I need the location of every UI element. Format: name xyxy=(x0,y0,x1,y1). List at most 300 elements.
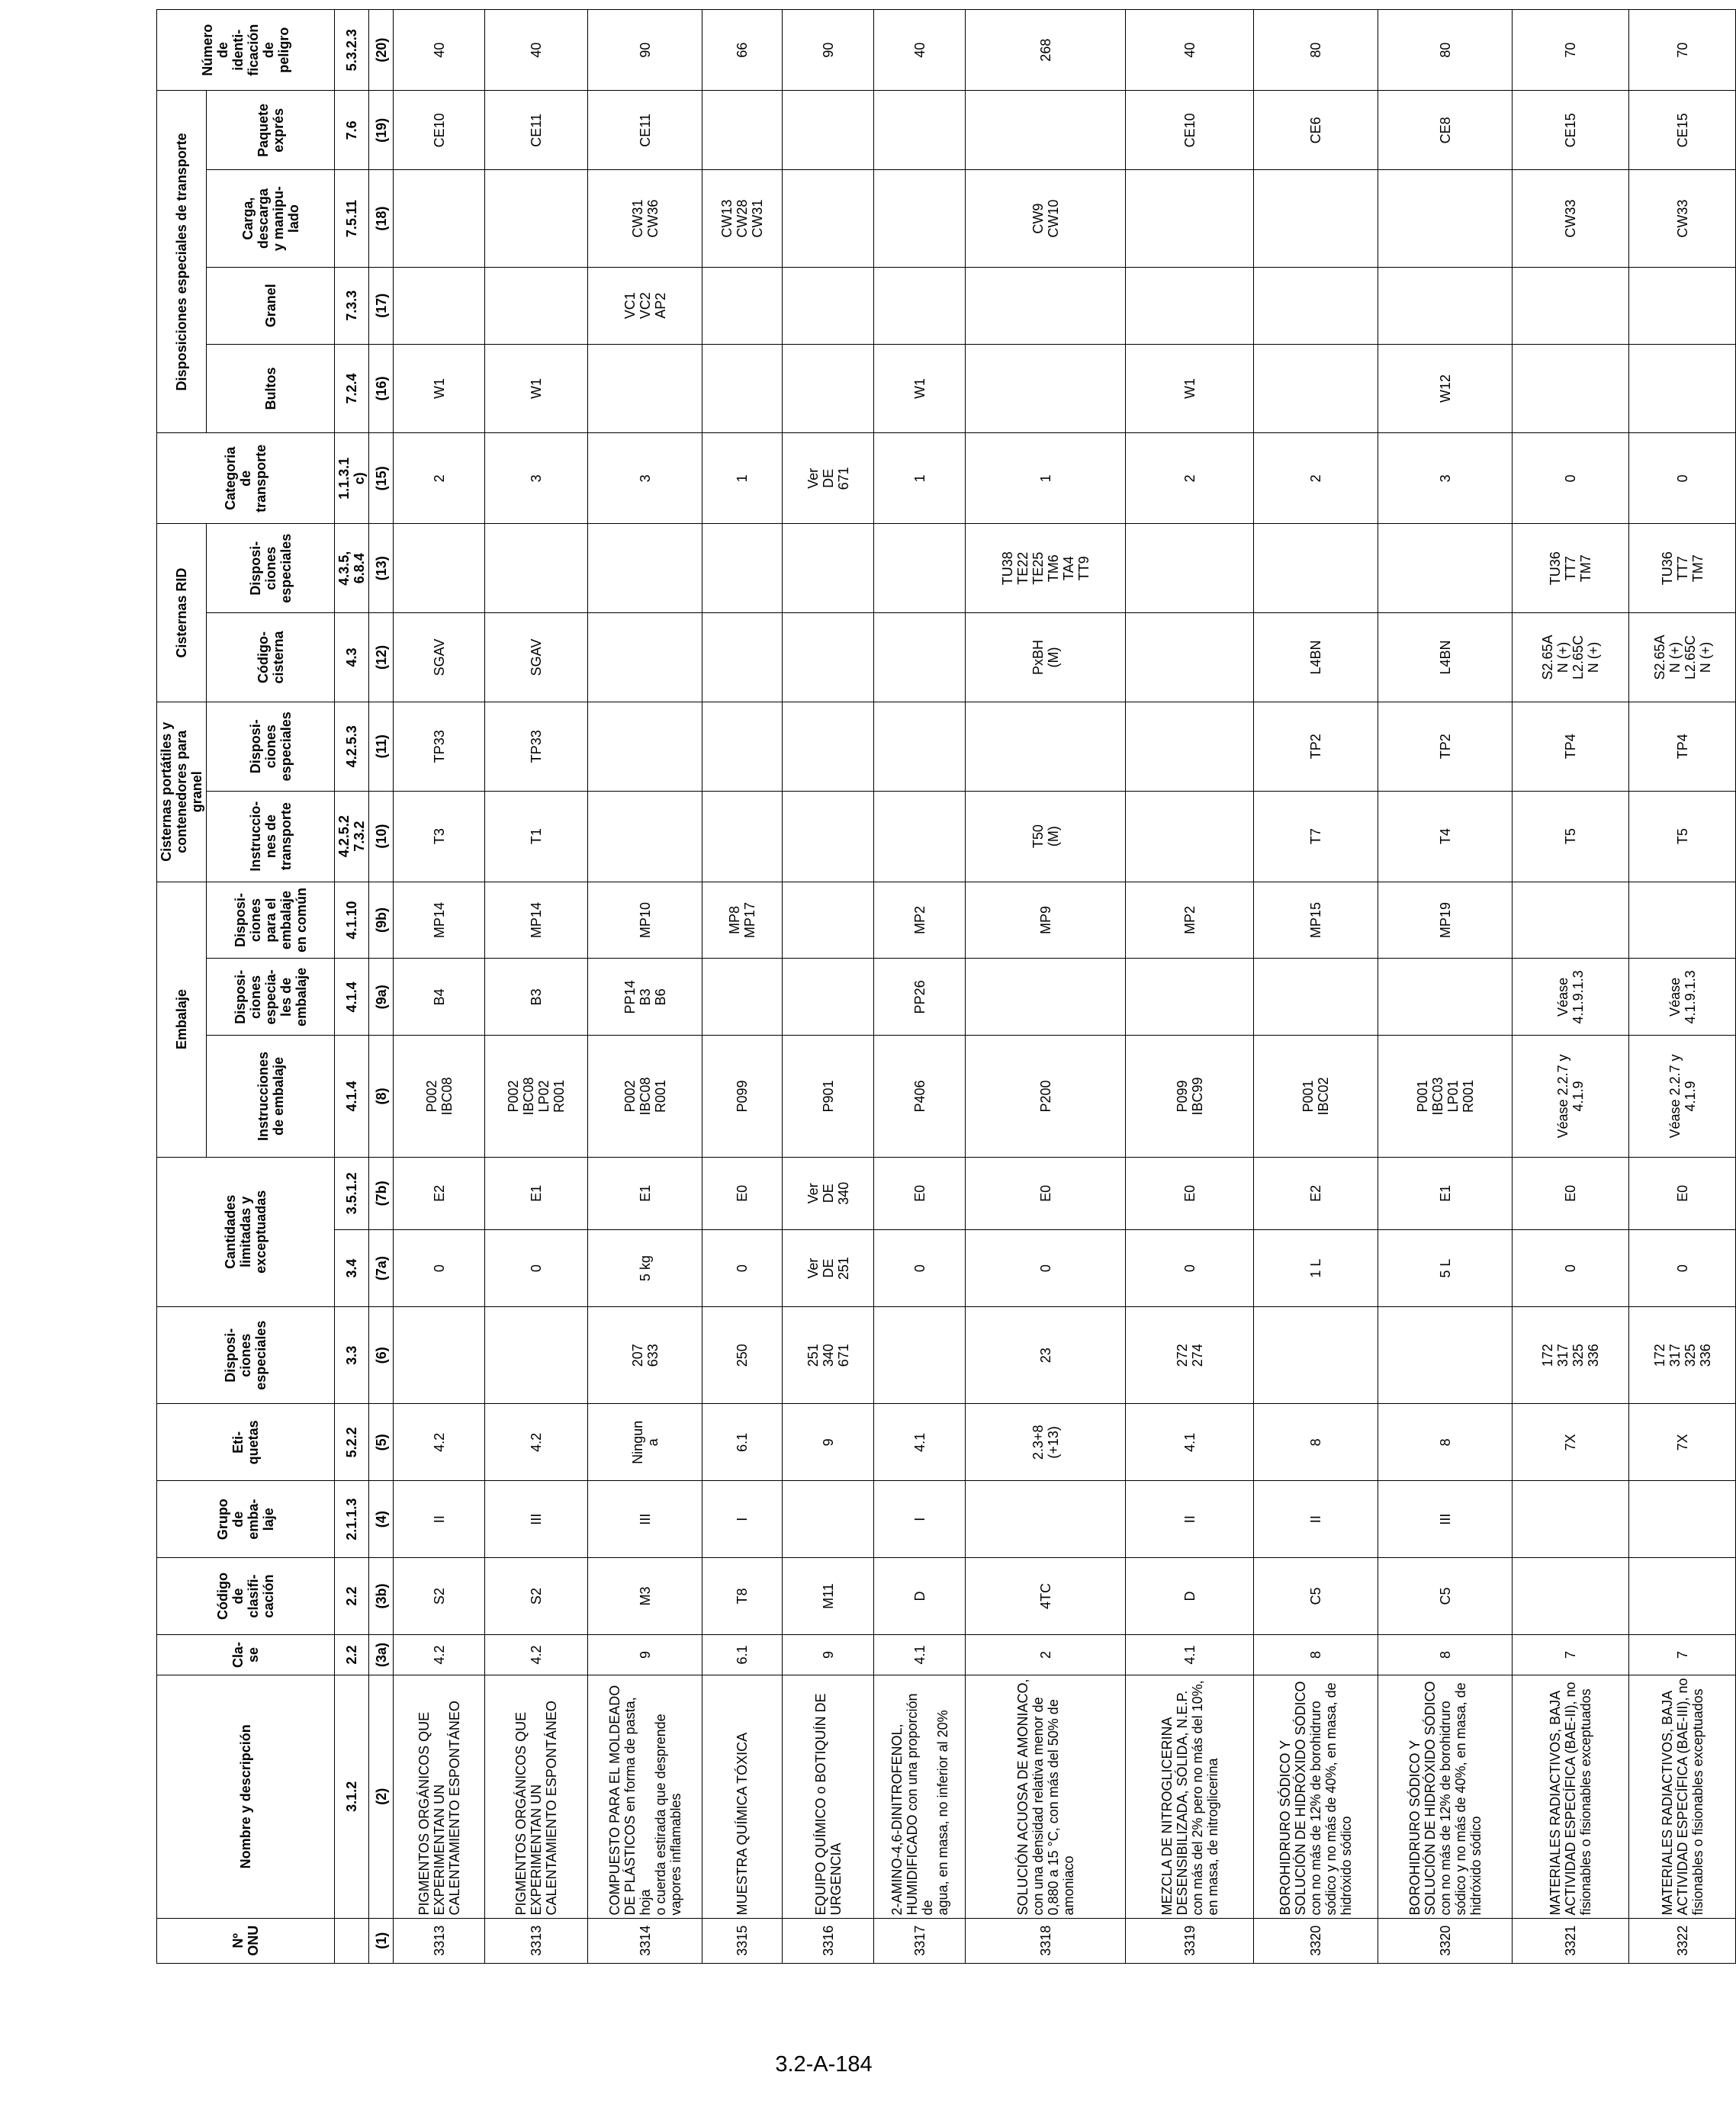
ref-cell: 4.2.5.2 7.3.2 xyxy=(335,791,369,882)
table-cell xyxy=(966,702,1126,791)
table-cell: E0 xyxy=(702,1157,783,1230)
table-cell: D xyxy=(1126,1558,1254,1635)
table-cell xyxy=(874,524,966,613)
table-cell xyxy=(1126,170,1254,267)
header-un-number: Nº ONU xyxy=(157,1918,335,1963)
table-cell xyxy=(874,613,966,702)
column-number-cell: (4) xyxy=(369,1481,394,1558)
table-cell: 172 317 325 336 xyxy=(1513,1307,1629,1404)
column-number-cell: (7b) xyxy=(369,1157,394,1230)
table-cell: Ver DE 340 xyxy=(783,1157,874,1230)
table-cell: 6.1 xyxy=(702,1634,783,1675)
table-cell: PP26 xyxy=(874,959,966,1036)
table-cell: T4 xyxy=(1378,791,1513,882)
table-cell: CW33 xyxy=(1513,170,1629,267)
column-number-cell: (11) xyxy=(369,702,394,791)
column-number-cell: (13) xyxy=(369,524,394,613)
table-cell xyxy=(783,613,874,702)
table-cell: 5 L xyxy=(1378,1230,1513,1307)
header-tank-code: Código- cisterna xyxy=(207,613,335,702)
table-cell: II xyxy=(1126,1481,1254,1558)
table-cell xyxy=(874,91,966,170)
header-classification-code: Código de clasifi- cación xyxy=(157,1558,335,1635)
header-special-provisions: Disposi- ciones especiales xyxy=(157,1307,335,1404)
header-labels: Eti- quetas xyxy=(157,1404,335,1481)
table-cell: T50 (M) xyxy=(966,791,1126,882)
table-cell: 9 xyxy=(783,1404,874,1481)
table-cell: 1 xyxy=(966,433,1126,524)
table-cell xyxy=(485,1307,588,1404)
table-cell: B4 xyxy=(394,959,485,1036)
header-class: Cla- se xyxy=(157,1634,335,1675)
table-cell: 7X xyxy=(1629,1404,1736,1481)
table-cell: 4.1 xyxy=(874,1634,966,1675)
table-cell xyxy=(1378,959,1513,1036)
table-cell xyxy=(783,791,874,882)
table-cell: 3 xyxy=(588,433,702,524)
table-cell: Véase 4.1.9.1.3 xyxy=(1629,959,1736,1036)
table-cell: I xyxy=(702,1481,783,1558)
table-cell: I xyxy=(874,1481,966,1558)
table-cell: D xyxy=(874,1558,966,1635)
un-number-cell: 3318 xyxy=(966,1918,1126,1963)
table-cell: III xyxy=(588,1481,702,1558)
table-row xyxy=(394,10,485,1964)
table-cell: W1 xyxy=(1126,344,1254,433)
ref-cell: 5.2.2 xyxy=(335,1404,369,1481)
table-cell: CE15 xyxy=(1629,91,1736,170)
table-cell xyxy=(783,1481,874,1558)
table-cell xyxy=(702,267,783,344)
table-cell: 5 kg xyxy=(588,1230,702,1307)
table-cell: P200 xyxy=(966,1036,1126,1157)
table-cell: CE11 xyxy=(588,91,702,170)
ref-cell: 3.3 xyxy=(335,1307,369,1404)
ref-cell: 2.2 xyxy=(335,1558,369,1635)
table-cell: 80 xyxy=(1378,10,1513,91)
table-cell: MP2 xyxy=(1126,882,1254,959)
table-cell: E0 xyxy=(966,1157,1126,1230)
table-cell: 4.2 xyxy=(485,1634,588,1675)
table-cell xyxy=(1378,170,1513,267)
header-packing-group: Grupo de emba- laje xyxy=(157,1481,335,1558)
table-cell: E0 xyxy=(1629,1157,1736,1230)
table-cell: E2 xyxy=(394,1157,485,1230)
table-cell: MP19 xyxy=(1378,882,1513,959)
header-rid-special-provisions: Disposi- ciones especiales xyxy=(207,524,335,613)
table-cell: 0 xyxy=(394,1230,485,1307)
name-cell: PIGMENTOS ORGÁNICOS QUE EXPERIMENTAN UN CALENTAMIENTO ESPONTÁNEO xyxy=(485,1675,588,1919)
table-cell: E1 xyxy=(485,1157,588,1230)
table-cell xyxy=(874,791,966,882)
table-cell: 0 xyxy=(1629,1230,1736,1307)
column-number-cell: (8) xyxy=(369,1036,394,1157)
table-cell xyxy=(783,702,874,791)
ref-cell: 4.1.4 xyxy=(335,1036,369,1157)
table-cell: E1 xyxy=(588,1157,702,1230)
table-cell: P002 IBC08 xyxy=(394,1036,485,1157)
name-cell: MATERIALES RADIACTIVOS, BAJA ACTIVIDAD ESPECÍFICA (BAE-II), no fisionables o fisionables exceptuados xyxy=(1513,1675,1629,1919)
name-cell: PIGMENTOS ORGÁNICOS QUE EXPERIMENTAN UN CALENTAMIENTO ESPONTÁNEO xyxy=(394,1675,485,1919)
table-cell: T3 xyxy=(394,791,485,882)
table-row xyxy=(1254,10,1378,1964)
table-cell: 4.1 xyxy=(874,1404,966,1481)
header-special-packing-provisions: Disposi- ciones especia- les de embalaje xyxy=(207,959,335,1036)
column-number-cell: (6) xyxy=(369,1307,394,1404)
un-number-cell: 3316 xyxy=(783,1918,874,1963)
table-cell: III xyxy=(485,1481,588,1558)
table-cell: B3 xyxy=(485,959,588,1036)
table-cell: 0 xyxy=(966,1230,1126,1307)
header-packing-instructions: Instrucciones de embalaje xyxy=(207,1036,335,1157)
table-cell xyxy=(1629,1481,1736,1558)
table-cell: MP14 xyxy=(394,882,485,959)
table-cell: 1 L xyxy=(1254,1230,1378,1307)
table-cell: CE10 xyxy=(1126,91,1254,170)
column-number-cell: (15) xyxy=(369,433,394,524)
table-cell: CE11 xyxy=(485,91,588,170)
table-cell: 8 xyxy=(1378,1404,1513,1481)
table-cell xyxy=(1513,267,1629,344)
table-cell xyxy=(588,613,702,702)
un-number-cell: 3322 xyxy=(1629,1918,1736,1963)
table-cell xyxy=(1629,1558,1736,1635)
un-number-cell: 3321 xyxy=(1513,1918,1629,1963)
table-cell xyxy=(874,1307,966,1404)
table-cell: 2 xyxy=(966,1634,1126,1675)
table-row xyxy=(1513,10,1629,1964)
table-cell xyxy=(394,267,485,344)
table-cell: Ningun a xyxy=(588,1404,702,1481)
column-number-cell: (5) xyxy=(369,1404,394,1481)
table-cell: 272 274 xyxy=(1126,1307,1254,1404)
dangerous-goods-table-rotated xyxy=(156,9,1713,1964)
table-cell: W1 xyxy=(874,344,966,433)
table-cell: 40 xyxy=(874,10,966,91)
ref-cell: 3.4 xyxy=(335,1230,369,1307)
table-cell: E0 xyxy=(1126,1157,1254,1230)
table-cell xyxy=(588,791,702,882)
table-cell: M11 xyxy=(783,1558,874,1635)
table-cell: 66 xyxy=(702,10,783,91)
ref-cell: 5.3.2.3 xyxy=(335,10,369,91)
un-number-cell: 3320 xyxy=(1378,1918,1513,1963)
table-cell: 8 xyxy=(1378,1634,1513,1675)
table-cell: MP9 xyxy=(966,882,1126,959)
table-cell: CE8 xyxy=(1378,91,1513,170)
table-cell: 40 xyxy=(394,10,485,91)
table-cell xyxy=(783,170,874,267)
table-cell: W12 xyxy=(1378,344,1513,433)
table-cell: 172 317 325 336 xyxy=(1629,1307,1736,1404)
table-cell xyxy=(1254,1307,1378,1404)
table-cell: W1 xyxy=(485,344,588,433)
table-cell xyxy=(1378,524,1513,613)
table-cell: TU36 TT7 TM7 xyxy=(1629,524,1736,613)
ref-cell: 7.5.11 xyxy=(335,170,369,267)
table-cell xyxy=(1629,344,1736,433)
table-cell xyxy=(702,702,783,791)
table-cell: P099 IBC99 xyxy=(1126,1036,1254,1157)
dangerous-goods-table xyxy=(156,9,1736,1964)
table-cell: SGAV xyxy=(394,613,485,702)
table-cell xyxy=(702,524,783,613)
ref-cell: 4.1.4 xyxy=(335,959,369,1036)
table-cell xyxy=(1513,882,1629,959)
table-cell: 9 xyxy=(783,1634,874,1675)
table-cell xyxy=(1513,344,1629,433)
table-cell xyxy=(702,959,783,1036)
table-cell: 0 xyxy=(1126,1230,1254,1307)
table-cell xyxy=(1126,524,1254,613)
table-cell xyxy=(702,344,783,433)
header-portable-tanks: Cisternas portátiles y contenedores para granel xyxy=(157,702,207,882)
table-cell: 9 xyxy=(588,1634,702,1675)
name-cell: EQUIPO QUÍMICO o BOTIQUÍN DE URGENCIA xyxy=(783,1675,874,1919)
table-cell xyxy=(1378,267,1513,344)
ref-cell: 2.2 xyxy=(335,1634,369,1675)
table-cell: P406 xyxy=(874,1036,966,1157)
table-cell xyxy=(874,170,966,267)
table-cell: TP4 xyxy=(1629,702,1736,791)
table-cell xyxy=(783,959,874,1036)
table-cell xyxy=(1254,524,1378,613)
table-cell: Véase 2.2.7 y 4.1.9 xyxy=(1513,1036,1629,1157)
header-packaging: Embalaje xyxy=(157,882,207,1157)
table-cell xyxy=(485,524,588,613)
table-cell: S2.65A N (+) L2.65C N (+) xyxy=(1513,613,1629,702)
table-row xyxy=(1126,10,1254,1964)
un-number-cell: 3319 xyxy=(1126,1918,1254,1963)
column-number-cell: (3a) xyxy=(369,1634,394,1675)
column-number-cell: (18) xyxy=(369,170,394,267)
table-cell: 0 xyxy=(702,1230,783,1307)
header-bulk: Granel xyxy=(207,267,335,344)
table-cell: TP33 xyxy=(394,702,485,791)
table-cell: 0 xyxy=(485,1230,588,1307)
table-cell: VC1 VC2 AP2 xyxy=(588,267,702,344)
table-cell xyxy=(1254,170,1378,267)
table-cell xyxy=(702,613,783,702)
column-number-cell: (12) xyxy=(369,613,394,702)
table-row xyxy=(588,10,702,1964)
table-cell xyxy=(485,267,588,344)
table-cell: CE6 xyxy=(1254,91,1378,170)
column-number-cell: (7a) xyxy=(369,1230,394,1307)
table-cell: 4.2 xyxy=(394,1634,485,1675)
table-cell: SGAV xyxy=(485,613,588,702)
table-cell xyxy=(1513,1481,1629,1558)
header-mixed-packing-provisions: Disposi- ciones para el embalaje en común xyxy=(207,882,335,959)
column-number-cell: (20) xyxy=(369,10,394,91)
ref-cell: 4.1.10 xyxy=(335,882,369,959)
table-cell: 7X xyxy=(1513,1404,1629,1481)
page-number: 3.2-A-184 xyxy=(775,2052,873,2077)
table-cell: 90 xyxy=(783,10,874,91)
table-cell: 80 xyxy=(1254,10,1378,91)
table-cell: T7 xyxy=(1254,791,1378,882)
name-cell: MUESTRA QUÍMICA TÓXICA xyxy=(702,1675,783,1919)
table-cell xyxy=(966,959,1126,1036)
column-number-cell: (16) xyxy=(369,344,394,433)
header-transport-category: Categoria de transporte xyxy=(157,433,335,524)
table-cell: 3 xyxy=(485,433,588,524)
table-cell: 8 xyxy=(1254,1634,1378,1675)
table-cell xyxy=(485,170,588,267)
table-cell: CE10 xyxy=(394,91,485,170)
table-cell: E0 xyxy=(874,1157,966,1230)
table-cell: 4.2 xyxy=(394,1404,485,1481)
table-cell: 1 xyxy=(874,433,966,524)
name-cell: BOROHIDRURO SÓDICO Y SOLUCIÓN DE HIDRÓXIDO SÓDICO con no más de 12% de borohidruro sódico y no más de 40%, en masa, de hidróxido sódico xyxy=(1378,1675,1513,1919)
table-cell: 0 xyxy=(1513,1230,1629,1307)
table-cell xyxy=(1126,791,1254,882)
table-cell: W1 xyxy=(394,344,485,433)
header-packages: Bultos xyxy=(207,344,335,433)
table-cell xyxy=(783,91,874,170)
table-cell: CW33 xyxy=(1629,170,1736,267)
table-cell xyxy=(1126,267,1254,344)
table-cell: 23 xyxy=(966,1307,1126,1404)
table-cell xyxy=(966,1481,1126,1558)
table-cell: Ver DE 671 xyxy=(783,433,874,524)
ref-cell: 4.3.5, 6.8.4 xyxy=(335,524,369,613)
table-cell: TP2 xyxy=(1254,702,1378,791)
table-cell: CW9 CW10 xyxy=(966,170,1126,267)
table-cell xyxy=(1254,959,1378,1036)
table-cell xyxy=(1254,344,1378,433)
table-cell: P002 IBC08 LP02 R001 xyxy=(485,1036,588,1157)
table-cell: 40 xyxy=(1126,10,1254,91)
table-cell: 2.3+8 (+13) xyxy=(966,1404,1126,1481)
table-cell xyxy=(966,91,1126,170)
un-number-cell: 3315 xyxy=(702,1918,783,1963)
table-cell: TU38 TE22 TE25 TM6 TA4 TT9 xyxy=(966,524,1126,613)
ref-cell: 7.2.4 xyxy=(335,344,369,433)
table-cell xyxy=(783,267,874,344)
table-cell: P002 IBC08 R001 xyxy=(588,1036,702,1157)
table-cell: 1 xyxy=(702,433,783,524)
header-special-transport-provisions: Disposiciones especiales de transporte xyxy=(157,91,207,433)
table-cell: Véase 4.1.9.1.3 xyxy=(1513,959,1629,1036)
name-cell: MATERIALES RADIACTIVOS, BAJA ACTIVIDAD ESPECÍFICA (BAE-III), no fisionables o fisionables exceptuados xyxy=(1629,1675,1736,1919)
header-express-parcels: Paquete exprés xyxy=(207,91,335,170)
un-number-cell: 3313 xyxy=(485,1918,588,1963)
ref-cell: 7.6 xyxy=(335,91,369,170)
ref-cell: 3.5.1.2 xyxy=(335,1157,369,1230)
table-row xyxy=(485,10,588,1964)
table-cell: 250 xyxy=(702,1307,783,1404)
table-cell: MP8 MP17 xyxy=(702,882,783,959)
table-cell: T1 xyxy=(485,791,588,882)
table-cell: II xyxy=(1254,1481,1378,1558)
table-cell: S2 xyxy=(485,1558,588,1635)
table-cell: T8 xyxy=(702,1558,783,1635)
table-cell: 7 xyxy=(1629,1634,1736,1675)
table-cell: PP14 B3 B6 xyxy=(588,959,702,1036)
table-cell xyxy=(1126,613,1254,702)
column-number-cell: (9b) xyxy=(369,882,394,959)
table-body xyxy=(335,10,1736,1964)
table-cell xyxy=(1254,267,1378,344)
ref-cell: 4.3 xyxy=(335,613,369,702)
header-limited-quantities: Cantidades limitadas y exceptuadas xyxy=(157,1157,335,1306)
ref-cell xyxy=(335,1918,369,1963)
un-number-cell: 3317 xyxy=(874,1918,966,1963)
un-number-cell: 3320 xyxy=(1254,1918,1378,1963)
table-cell: MP2 xyxy=(874,882,966,959)
table-cell: MP15 xyxy=(1254,882,1378,959)
table-cell: E2 xyxy=(1254,1157,1378,1230)
table-cell: 4.1 xyxy=(1126,1404,1254,1481)
ref-cell: 3.1.2 xyxy=(335,1675,369,1919)
header-rid-tanks: Cisternas RID xyxy=(157,524,207,702)
table-cell xyxy=(702,791,783,882)
table-cell: E0 xyxy=(1513,1157,1629,1230)
ref-cell: 2.1.1.3 xyxy=(335,1481,369,1558)
un-number-cell: 3314 xyxy=(588,1918,702,1963)
table-cell xyxy=(394,170,485,267)
table-cell xyxy=(588,344,702,433)
table-cell xyxy=(966,267,1126,344)
reference-row xyxy=(335,10,369,1964)
table-cell: 90 xyxy=(588,10,702,91)
name-cell: COMPUESTO PARA EL MOLDEADO DE PLÁSTICOS en forma de pasta, hoja o cuerda estirada que desprende vapores inflamables xyxy=(588,1675,702,1919)
table-cell: II xyxy=(394,1481,485,1558)
table-cell: Véase 2.2.7 y 4.1.9 xyxy=(1629,1036,1736,1157)
table-cell: P001 IBC02 xyxy=(1254,1036,1378,1157)
table-cell: P099 xyxy=(702,1036,783,1157)
table-cell: 0 xyxy=(1629,433,1736,524)
table-cell: S2 xyxy=(394,1558,485,1635)
table-cell: MP14 xyxy=(485,882,588,959)
header-loading-handling: Carga, descarga y manipu- lado xyxy=(207,170,335,267)
table-cell xyxy=(1378,1307,1513,1404)
table-cell: 70 xyxy=(1629,10,1736,91)
un-number-cell: 3313 xyxy=(394,1918,485,1963)
table-cell xyxy=(1629,267,1736,344)
column-number-row xyxy=(369,10,394,1964)
table-cell: 2 xyxy=(1126,433,1254,524)
table-cell: 0 xyxy=(1513,433,1629,524)
ref-cell: 1.1.3.1 c) xyxy=(335,433,369,524)
table-row xyxy=(966,10,1126,1964)
table-cell: 4TC xyxy=(966,1558,1126,1635)
column-number-cell: (17) xyxy=(369,267,394,344)
table-row xyxy=(874,10,966,1964)
table-cell xyxy=(1629,882,1736,959)
table-row xyxy=(1629,10,1736,1964)
table-cell: TU36 TT7 TM7 xyxy=(1513,524,1629,613)
table-cell: 40 xyxy=(485,10,588,91)
table-cell xyxy=(1513,1558,1629,1635)
table-cell: 2 xyxy=(394,433,485,524)
table-cell: 4.1 xyxy=(1126,1634,1254,1675)
table-cell: MP10 xyxy=(588,882,702,959)
table-row xyxy=(702,10,783,1964)
table-cell: L4BN xyxy=(1254,613,1378,702)
table-cell: C5 xyxy=(1378,1558,1513,1635)
table-row xyxy=(783,10,874,1964)
ref-cell: 7.3.3 xyxy=(335,267,369,344)
name-cell: 2-AMINO-4,6-DINITROFENOL, HUMIDIFICADO con una proporción de agua, en masa, no inferior al 20% xyxy=(874,1675,966,1919)
name-cell: SOLUCIÓN ACUOSA DE AMONIACO, con una densidad relativa menor de 0,880 a 15 °C, con más del 50% de amoniaco xyxy=(966,1675,1126,1919)
table-cell xyxy=(874,702,966,791)
table-cell: E1 xyxy=(1378,1157,1513,1230)
header-hazard-number: Número de identi- ficación de peligro xyxy=(157,10,335,91)
table-cell xyxy=(874,267,966,344)
table-cell: 0 xyxy=(874,1230,966,1307)
